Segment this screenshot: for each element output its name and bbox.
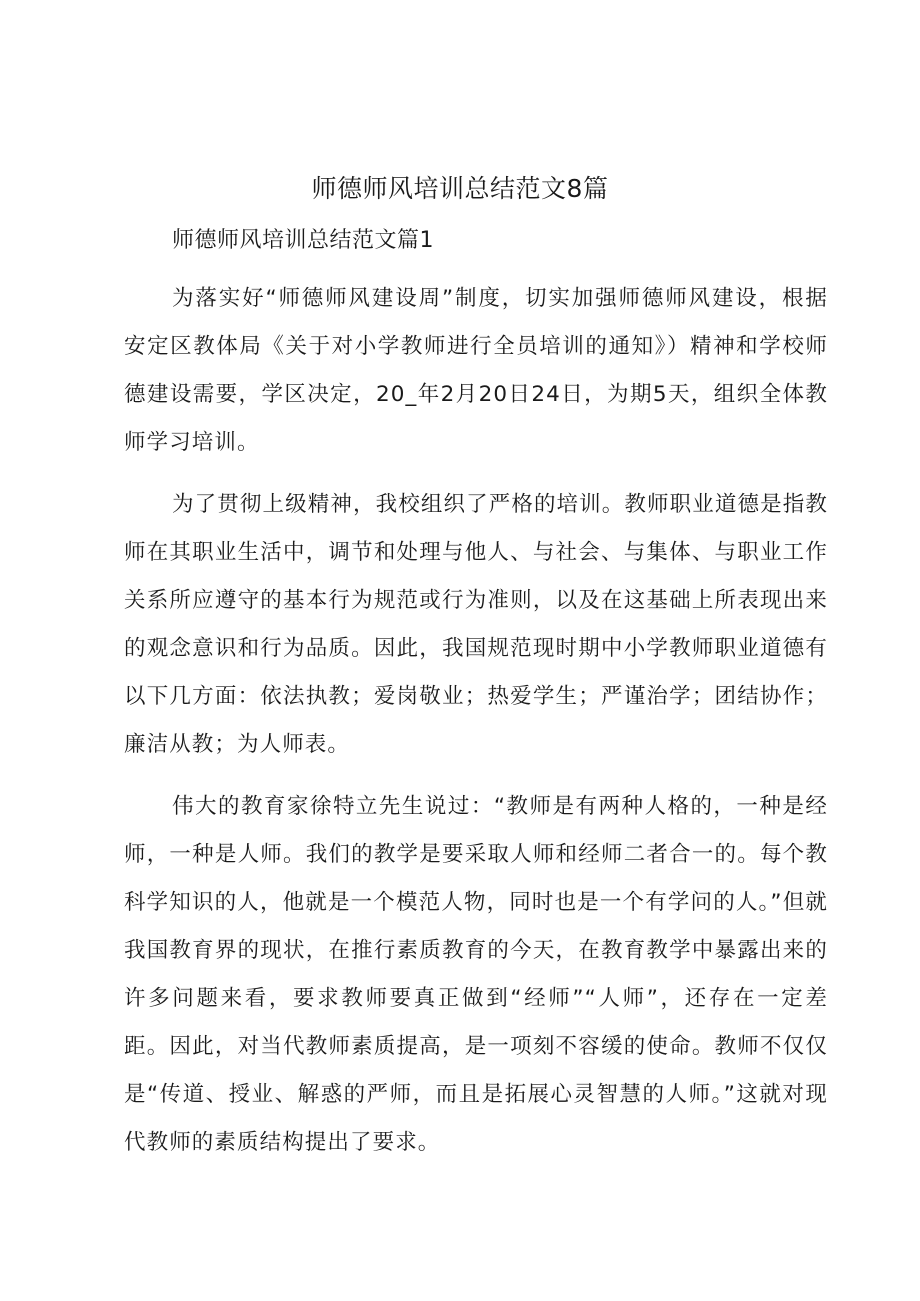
section-heading: 师德师风培训总结范文篇1	[172, 228, 434, 253]
spacer	[124, 769, 828, 783]
spacer	[124, 467, 828, 481]
spacer	[124, 257, 828, 275]
paragraph-2: 为了贯彻上级精神，我校组织了严格的培训。教师职业道德是指教师在其职业生活中，调节和处理与他人、与社会、与集体、与职业工作关系所应遵守的基本行为规范或行为准则，以及在这基础上所表现出来的观念意识和行为品质。因此，我国规范现时期中小学教师职业道德有以下几方面：依法执教；爱岗敬业；热爱学生；严谨治学；团结协作；廉洁从教；为人师表。	[124, 492, 828, 757]
paragraph-1: 为落实好“师德师风建设周”制度，切实加强师德师风建设，根据安定区教体局《关于对小学教师进行全员培训的通知》）精神和学校师德建设需要，学区决定，20_年2月20日24日，为期5天，组织全体教师学习培训。	[124, 286, 828, 455]
document-body	[124, 225, 828, 1167]
document-title: 师德师风培训总结范文8篇	[311, 174, 609, 203]
paragraph-3: 伟大的教育家徐特立先生说过：“教师是有两种人格的，一种是经师，一种是人师。我们的教学是要采取人师和经师二者合一的。每个教科学知识的人，他就是一个模范人物，同时也是一个有学问的人。”但就我国教育界的现状，在推行素质教育的今天，在教育教学中暴露出来的许多问题来看，要求教师要真正做到“经师”“人师”，还存在一定差距。因此，对当代教师素质提高，是一项刻不容缓的使命。教师不仅仅是“传道、授业、解惑的严师，而且是拓展心灵智慧的人师。”这就对现代教师的素质结构提出了要求。	[124, 794, 828, 1155]
